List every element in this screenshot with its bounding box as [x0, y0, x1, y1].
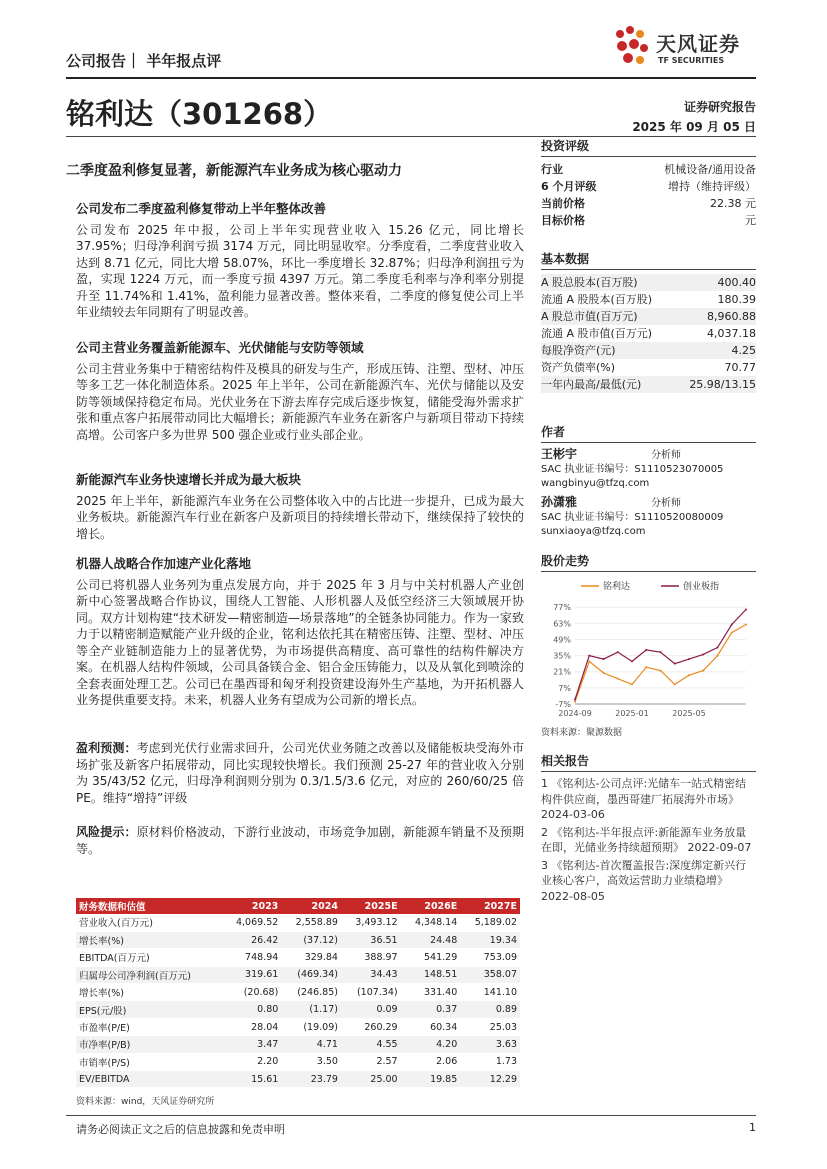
table-cell: 331.40 — [401, 984, 461, 1001]
table-cell: (20.68) — [222, 984, 282, 1001]
data-point — [745, 609, 747, 611]
table-cell: 36.51 — [341, 931, 401, 948]
basic-key: 每股净资产(元) — [541, 344, 616, 357]
data-point — [645, 666, 647, 668]
rating-row — [541, 195, 756, 212]
data-point — [603, 672, 605, 674]
table-cell: 2.20 — [222, 1053, 282, 1070]
basic-value: 4,037.18 — [707, 327, 756, 340]
rating-box — [541, 137, 756, 229]
table-cell: (37.12) — [281, 931, 341, 948]
price-chart-heading: 股价走势 — [541, 552, 756, 572]
basic-value: 400.40 — [717, 276, 756, 289]
basic-row — [541, 308, 756, 325]
table-cell: (469.34) — [281, 966, 341, 983]
table-header-row — [76, 898, 520, 914]
header-divider — [66, 77, 756, 79]
data-point — [588, 655, 590, 657]
author-email[interactable]: sunxiaoya@tfzq.com — [541, 526, 646, 537]
table-row — [76, 931, 520, 948]
section-body: 公司已将机器人业务列为重点发展方向，并于 2025 年 3 月与中关村机器人产业创新中心签署战略合作协议，围绕人工智能、人形机器人及低空经济三大领域展开协同。双方计划构建“技术研发—精密制造—场景落地”的全链条协同能力。作为一家致力于以精密制造赋能产业升级的企业，铭利达依托其在精密压铸、注塑、型材、冲压等全产业链制造能力上的显著优势，为市场提供高精度、高可靠性的结构件解决方案。在机器人结构件领域，公司具备镁合金、铝合金压铸能力，以及从氧化到喷涂的全套表面处理工艺。公司已在墨西哥和匈牙利投资建设海外生产基地，为开拓机器人业务提供重要支持。未来，机器人业务有望成为公司新的增长点。 — [76, 577, 524, 707]
table-cell: 0.89 — [460, 1001, 520, 1018]
table-row — [76, 1001, 520, 1018]
brand-name-cn: 天风证券 — [656, 32, 740, 56]
table-cell: 23.79 — [281, 1071, 341, 1088]
rating-row — [541, 212, 756, 229]
section-1 — [76, 201, 524, 321]
table-row — [76, 1036, 520, 1053]
table-cell: (1.17) — [281, 1001, 341, 1018]
company-logo — [612, 22, 762, 72]
table-cell: 260.29 — [341, 1018, 401, 1035]
table-cell: 753.09 — [460, 949, 520, 966]
authors-box — [541, 423, 756, 543]
section-3 — [76, 472, 524, 542]
data-point — [660, 651, 662, 653]
price-chart-box — [541, 552, 756, 738]
report-headline: 二季度盈利修复显著，新能源汽车业务成为核心驱动力 — [66, 163, 402, 179]
y-tick-label: 49% — [553, 635, 571, 645]
rating-value: 机械设备/通用设备 — [664, 163, 756, 176]
data-point — [688, 658, 690, 660]
author-line — [541, 447, 756, 463]
table-cell: 4.71 — [281, 1036, 341, 1053]
table-cell: 0.80 — [222, 1001, 282, 1018]
data-point — [674, 663, 676, 665]
report-type: 公司报告｜ 半年报点评 — [66, 52, 222, 70]
table-cell: 15.61 — [222, 1071, 282, 1088]
table-source: 资料来源：wind，天风证券研究所 — [76, 1097, 215, 1108]
table-cell: 541.29 — [401, 949, 461, 966]
x-tick-label: 2025-01 — [615, 709, 649, 718]
data-point — [717, 647, 719, 649]
table-cell: 28.04 — [222, 1018, 282, 1035]
table-cell: EBITDA(百万元) — [76, 949, 222, 966]
table-row — [76, 949, 520, 966]
table-cell: 市盈率(P/E) — [76, 1018, 222, 1035]
basic-key: A 股总股本(百万股) — [541, 276, 638, 289]
table-cell: (19.09) — [281, 1018, 341, 1035]
table-cell: (246.85) — [281, 984, 341, 1001]
table-cell: 3.47 — [222, 1036, 282, 1053]
y-tick-label: 35% — [553, 651, 571, 661]
table-cell: 增长率(%) — [76, 984, 222, 1001]
basic-key: 资产负债率(%) — [541, 361, 616, 374]
report-category: 证券研究报告 — [683, 100, 756, 114]
rating-key: 目标价格 — [541, 214, 585, 227]
table-cell: 2,558.89 — [281, 914, 341, 931]
basic-key: 流通 A 股市值(百万元) — [541, 327, 653, 340]
basic-data-heading: 基本数据 — [541, 250, 756, 270]
basic-data-box — [541, 250, 756, 393]
page-title: 铭利达（301268） — [66, 97, 333, 131]
table-header-cell: 财务数据和估值 — [76, 898, 222, 914]
related-reports-box — [541, 752, 756, 906]
basic-key: A 股总市值(百万元) — [541, 310, 638, 323]
basic-value: 4.25 — [731, 344, 756, 357]
forecast-paragraph — [76, 740, 524, 806]
risk-body: 原材料价格波动，下游行业波动，市场竞争加剧，新能源车销量不及预期等。 — [76, 825, 524, 856]
series-line-0 — [575, 625, 746, 702]
basic-row — [541, 291, 756, 308]
y-tick-label: 63% — [553, 619, 571, 629]
financial-table — [76, 898, 520, 1088]
data-point — [588, 660, 590, 662]
rating-key: 行业 — [541, 163, 563, 176]
chart-source: 资料来源：聚源数据 — [541, 728, 623, 738]
rating-key: 6 个月评级 — [541, 180, 597, 193]
y-tick-label: 7% — [558, 683, 571, 693]
author-cert: SAC 执业证书编号：S1110520080009 — [541, 512, 724, 523]
table-cell: 归属母公司净利润(百万元) — [76, 966, 222, 983]
table-header-cell: 2023 — [222, 898, 282, 914]
table-cell: 2.57 — [341, 1053, 401, 1070]
table-cell: 358.07 — [460, 966, 520, 983]
rating-value: 增持（维持评级） — [668, 180, 756, 193]
data-point — [617, 678, 619, 680]
section-body: 公司发布 2025 年中报，公司上半年实现营业收入 15.26 亿元，同比增长 37.95%；归母净利润亏损 3174 万元，同比明显收窄。分季度看，二季度营业收入达到 8.71 亿元，同比大增 58.07%，环比一季度增长 32.87%；归母净利润扭亏为盈，实现 1224 万元，而一季度亏损 4397 万元。第二季度毛利率与净利率分别提升至 11.74%和 1.41%，盈利能力显著改善。整体来看，二季度的修复使公司上半年业绩较去年同期有了明显改善。 — [76, 222, 524, 319]
table-cell: 4.20 — [401, 1036, 461, 1053]
data-point — [631, 660, 633, 662]
forecast-label: 盈利预测： — [76, 741, 137, 755]
table-cell: 增长率(%) — [76, 931, 222, 948]
section-body: 2025 年上半年，新能源汽车业务在公司整体收入中的占比进一步提升，已成为最大业务板块。新能源汽车行业在新客户及新项目的持续增长带动下，继续保持了较快的增长。 — [76, 493, 524, 541]
author-email[interactable]: wangbinyu@tfzq.com — [541, 478, 650, 489]
legend-label: 创业板指 — [683, 582, 720, 592]
rating-value: 元 — [745, 214, 756, 227]
data-point — [660, 670, 662, 672]
basic-row — [541, 325, 756, 342]
y-tick-label: 21% — [553, 667, 571, 677]
table-cell: 748.94 — [222, 949, 282, 966]
rating-value: 22.38 元 — [710, 197, 756, 210]
rating-row — [541, 178, 756, 195]
data-point — [645, 649, 647, 651]
table-header-cell: 2026E — [401, 898, 461, 914]
table-cell: (107.34) — [341, 984, 401, 1001]
table-cell: 19.85 — [401, 1071, 461, 1088]
table-cell: 2.06 — [401, 1053, 461, 1070]
basic-row — [541, 359, 756, 376]
table-cell: 12.29 — [460, 1071, 520, 1088]
section-4 — [76, 556, 524, 709]
table-cell: 4,348.14 — [401, 914, 461, 931]
section-heading: 机器人战略合作加速产业化落地 — [76, 556, 252, 571]
basic-row — [541, 376, 756, 393]
table-header-cell: 2027E — [460, 898, 520, 914]
table-cell: 0.37 — [401, 1001, 461, 1018]
section-body: 公司主营业务集中于精密结构件及模具的研发与生产，形成压铸、注塑、型材、冲压等多工艺一体化制造体系。2025 年上半年，公司在新能源汽车、光伏与储能以及安防等领域保持稳定布局。光伏业务在下游去库存完成后逐步恢复，储能受海外需求扩张和重点客户拓展带动同比大幅增长；新能源汽车业务在新客户与新项目带动下持续高增。公司客户多为世界 500 强企业或行业头部企业。 — [76, 361, 524, 442]
financial-table-wrap — [76, 898, 520, 1107]
forecast-body: 考虑到光伏行业需求回升，公司光伏业务随之改善以及储能板块受海外市场扩张及新客户拓展带动，同比实现较快增长。我们预测 25-27 年的营业收入分别为 35/43/52 亿元，归母净利润则分别为 0.3/1.5/3.6 亿元，对应的 260/60/25 倍 PE。维持“增持”评级 — [76, 741, 524, 805]
author-role: 分析师 — [651, 498, 681, 509]
table-header-cell: 2024 — [281, 898, 341, 914]
table-row — [76, 984, 520, 1001]
basic-value: 8,960.88 — [707, 310, 756, 323]
author-line — [541, 495, 756, 511]
data-point — [674, 683, 676, 685]
table-cell: 4.55 — [341, 1036, 401, 1053]
table-cell: 141.10 — [460, 984, 520, 1001]
table-cell: 3,493.12 — [341, 914, 401, 931]
risk-paragraph — [76, 824, 524, 857]
author-role: 分析师 — [651, 450, 681, 461]
table-cell: 25.03 — [460, 1018, 520, 1035]
basic-value: 25.98/13.15 — [689, 378, 756, 391]
x-tick-label: 2025-05 — [672, 709, 706, 718]
author-item — [541, 495, 756, 539]
table-cell: 388.97 — [341, 949, 401, 966]
table-cell: 60.34 — [401, 1018, 461, 1035]
basic-value: 70.77 — [724, 361, 756, 374]
table-row — [76, 1053, 520, 1070]
section-2 — [76, 340, 524, 443]
table-cell: 329.84 — [281, 949, 341, 966]
table-row — [76, 1018, 520, 1035]
data-point — [631, 683, 633, 685]
related-heading: 相关报告 — [541, 752, 756, 772]
table-cell: 25.00 — [341, 1071, 401, 1088]
table-cell: 319.61 — [222, 966, 282, 983]
basic-key: 流通 A 股股本(百万股) — [541, 293, 653, 306]
section-heading: 新能源汽车业务快速增长并成为最大板块 — [76, 472, 302, 487]
table-cell: 0.09 — [341, 1001, 401, 1018]
author-cert: SAC 执业证书编号：S1110523070005 — [541, 464, 724, 475]
disclaimer-link[interactable]: 请务必阅读正文之后的信息披露和免责申明 — [76, 1123, 285, 1136]
basic-value: 180.39 — [717, 293, 756, 306]
author-name: 孙潇雅 — [541, 495, 578, 509]
section-heading: 公司发布二季度盈利修复带动上半年整体改善 — [76, 201, 327, 216]
related-report-link[interactable]: 3 《铭利达-首次覆盖报告:深度绑定新兴行业核心客户，高效运营助力业绩稳增》 2022-08-05 — [541, 858, 747, 903]
data-point — [717, 655, 719, 657]
table-cell: EPS(元/股) — [76, 1001, 222, 1018]
footer-divider — [66, 1115, 756, 1116]
table-row — [76, 966, 520, 983]
y-tick-label: 77% — [553, 603, 571, 613]
logo-mark-icon — [612, 24, 652, 68]
related-report-link[interactable]: 1 《铭利达-公司点评:光储车一站式精密结构件供应商，墨西哥建厂拓展海外市场》 2024-03-06 — [541, 777, 747, 821]
data-point — [731, 632, 733, 634]
brand-name-en: TF SECURITIES — [658, 56, 725, 65]
table-cell: 3.63 — [460, 1036, 520, 1053]
table-cell: 19.34 — [460, 931, 520, 948]
table-cell: 5,189.02 — [460, 914, 520, 931]
related-report-link[interactable]: 2 《铭利达-半年报点评:新能源车业务放量在即，光储业务持续超预期》 2022-09-07 — [541, 825, 752, 854]
basic-row — [541, 342, 756, 359]
x-tick-label: 2024-09 — [558, 709, 592, 718]
price-chart — [541, 576, 756, 722]
data-point — [574, 701, 576, 703]
legend-label: 铭利达 — [603, 582, 631, 592]
data-point — [603, 658, 605, 660]
data-point — [688, 674, 690, 676]
basic-row — [541, 274, 756, 291]
page-number: 1 — [749, 1121, 756, 1134]
data-point — [702, 670, 704, 672]
table-row — [76, 1071, 520, 1088]
rating-row — [541, 161, 756, 178]
basic-key: 一年内最高/最低(元) — [541, 378, 642, 391]
table-cell: 1.73 — [460, 1053, 520, 1070]
author-item — [541, 447, 756, 491]
table-cell: 26.42 — [222, 931, 282, 948]
rating-key: 当前价格 — [541, 197, 585, 210]
section-heading: 公司主营业务覆盖新能源车、光伏储能与安防等领域 — [76, 340, 364, 355]
author-name: 王彬宇 — [541, 447, 578, 461]
authors-heading: 作者 — [541, 423, 756, 443]
table-cell: EV/EBITDA — [76, 1071, 222, 1088]
table-cell: 3.50 — [281, 1053, 341, 1070]
rating-heading: 投资评级 — [541, 137, 756, 157]
data-point — [702, 653, 704, 655]
data-point — [574, 698, 576, 700]
table-cell: 4,069.52 — [222, 914, 282, 931]
data-point — [731, 624, 733, 626]
y-tick-label: -7% — [555, 700, 571, 709]
table-cell: 营业收入(百万元) — [76, 914, 222, 931]
table-cell: 24.48 — [401, 931, 461, 948]
table-header-cell: 2025E — [341, 898, 401, 914]
data-point — [745, 624, 747, 626]
report-date: 2025 年 09 月 05 日 — [632, 120, 756, 134]
data-point — [617, 651, 619, 653]
table-row — [76, 914, 520, 931]
table-cell: 34.43 — [341, 966, 401, 983]
table-cell: 148.51 — [401, 966, 461, 983]
risk-label: 风险提示： — [76, 825, 137, 839]
table-cell: 市净率(P/B) — [76, 1036, 222, 1053]
table-cell: 市销率(P/S) — [76, 1053, 222, 1070]
